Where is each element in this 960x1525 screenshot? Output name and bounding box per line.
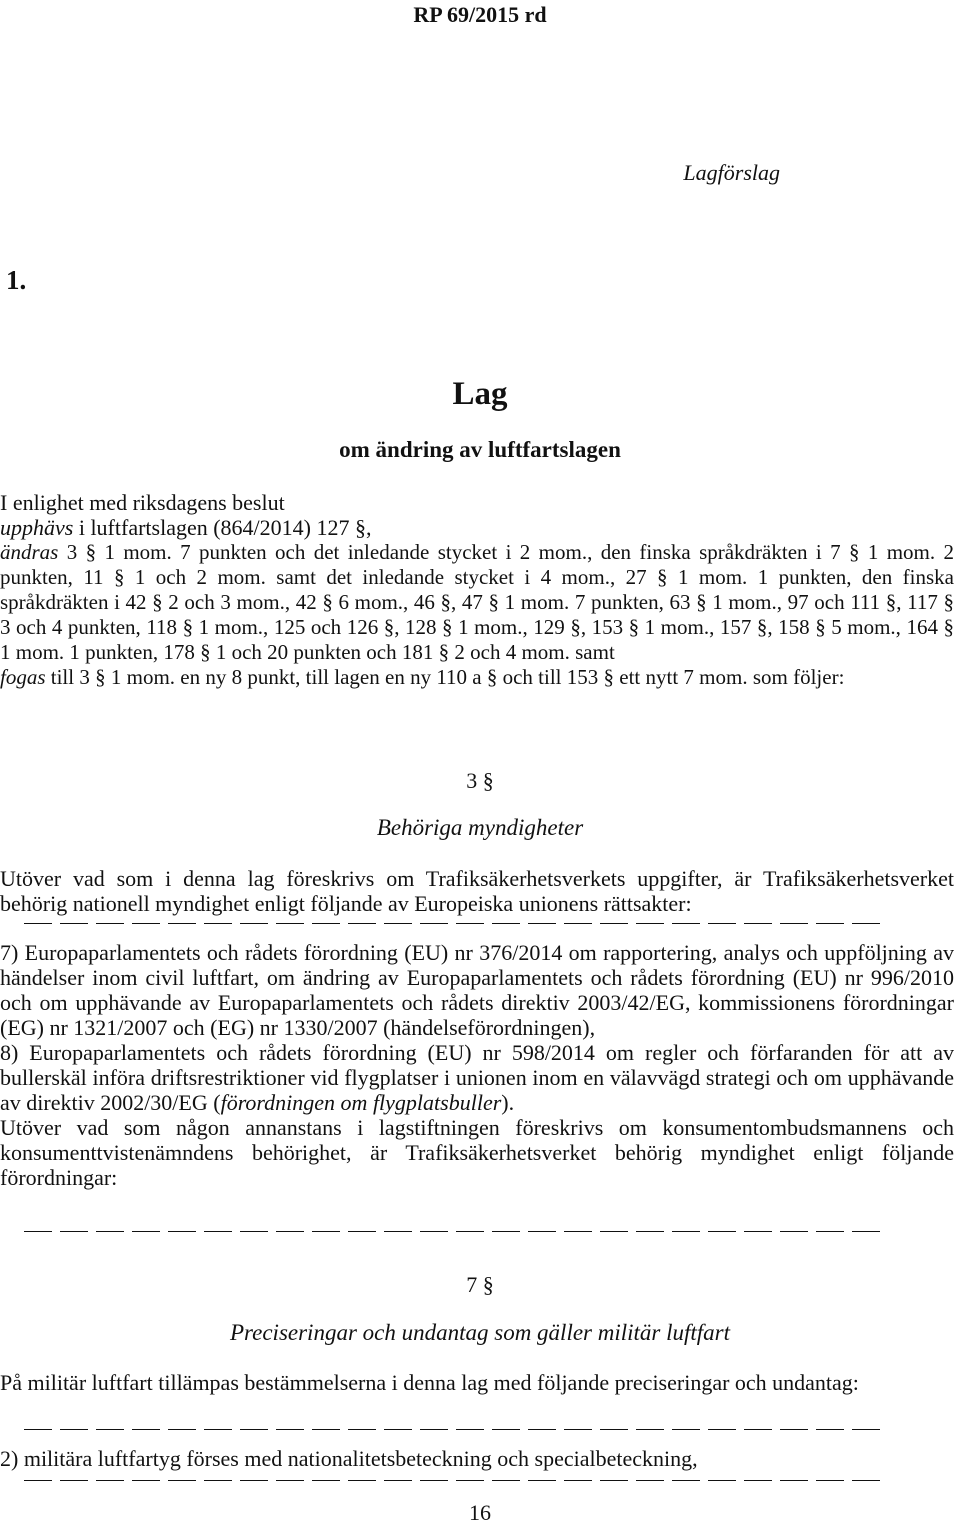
document-code: RP 69/2015 rd <box>413 2 547 27</box>
added-clause <box>0 665 954 690</box>
proposal-heading: Lagförslag <box>683 160 780 185</box>
omission-line <box>24 1480 946 1486</box>
repealed-clause <box>0 515 954 540</box>
section-3-paragraph-1: Utöver vad som i denna lag föreskrivs om Trafiksäkerhetsverkets uppgifter, är Trafiksäkerhetsverket behörig nationell myndighet enligt följande av Europeiska unionens rättsakter: <box>0 866 954 916</box>
omission-line <box>24 923 946 929</box>
section-3-number: 3 § <box>466 768 494 793</box>
section-3-paragraph-2: Utöver vad som någon annanstans i lagstiftningen föreskrivs om konsumentombudsmannens och konsumenttvistenämndens behörighet, är Trafiksäkerhetsverket behörig myndighet enligt följande förordningar: <box>0 1115 954 1190</box>
section-7-number: 7 § <box>466 1272 494 1297</box>
amended-clause <box>0 540 954 665</box>
section-7-items <box>0 1446 954 1471</box>
section-3-item-7: 7) Europaparlamentets och rådets förordning (EU) nr 376/2014 om rapportering, analys och uppföljning av händelser inom civil luftfart, om ändring av Europaparlamentets och rådets förordning (EU) nr 996/2010 och om upphävande av Europaparlamentets och rådets direktiv 2003/42/EG, kommissionens förordningar (EG) nr 1321/2007 och (EG) nr 1330/2007 (händelseförordningen), <box>0 940 954 1040</box>
law-subtitle: om ändring av luftfartslagen <box>339 437 621 462</box>
section-3-item-8 <box>0 1040 954 1115</box>
amended-text: 3 § 1 mom. 7 punkten och det inledande stycket i 2 mom., den finska språkdräkten i 7 § 1 mom. 2 punkten, 11 § 1 och 2 mom. samt det inledande stycket i 4 mom., 27 § 1 mom. 1 punkten, den finska språkdräkten i 42 § 2 och 3 mom., 42 § 6 mom., 46 §, 47 § 1 mom. 7 punkten, 63 § 1 mom., 97 och 111 §, 117 § 3 och 4 punkten, 118 § 1 mom., 125 och 126 §, 128 § 1 mom., 129 §, 153 § 1 mom., 157 §, 158 § 5 mom., 164 § 1 mom. 1 punkten, 178 § 1 och 20 punkten och 181 § 2 och 4 mom. samt <box>0 540 954 664</box>
intro-line: I enlighet med riksdagens beslut <box>0 490 285 515</box>
section-7-item-2: 2) militära luftfartyg förses med nationalitetsbeteckning och specialbeteckning, <box>0 1446 698 1471</box>
section-7-body <box>0 1370 954 1395</box>
intro-block <box>0 490 954 690</box>
amended-label: ändras <box>0 540 59 564</box>
page-number: 16 <box>469 1500 491 1525</box>
section-3-body <box>0 866 954 916</box>
added-text: till 3 § 1 mom. en ny 8 punkt, till lagen en ny 110 a § och till 153 § ett nytt 7 mom. som följer: <box>45 665 845 689</box>
repealed-text: i luftfartslagen (864/2014) 127 §, <box>73 515 372 540</box>
item-8-short-title: förordningen om flygplatsbuller <box>220 1090 502 1115</box>
item-8-end: ). <box>501 1090 515 1115</box>
section-7-caption: Preciseringar och undantag som gäller militär luftfart <box>229 1320 731 1345</box>
law-title: Lag <box>452 376 508 412</box>
item-8-text: 8) Europaparlamentets och rådets förordning (EU) nr 598/2014 om regler och förfaranden för att av bullerskäl införa driftsrestriktioner vid flygplatser i unionen inom en välavvägd strategi och om upphävande av direktiv 2002/30/EG ( <box>0 1040 954 1115</box>
law-number: 1. <box>6 265 27 295</box>
section-7-paragraph-1: På militär luftfart tillämpas bestämmelserna i denna lag med följande preciseringar och undantag: <box>0 1370 859 1395</box>
omission-line <box>24 1231 946 1237</box>
repealed-label: upphävs <box>0 515 74 540</box>
section-3-items <box>0 940 954 1190</box>
section-3-caption: Behöriga myndigheter <box>376 815 584 840</box>
added-label: fogas <box>0 665 46 689</box>
omission-line <box>24 1429 946 1435</box>
